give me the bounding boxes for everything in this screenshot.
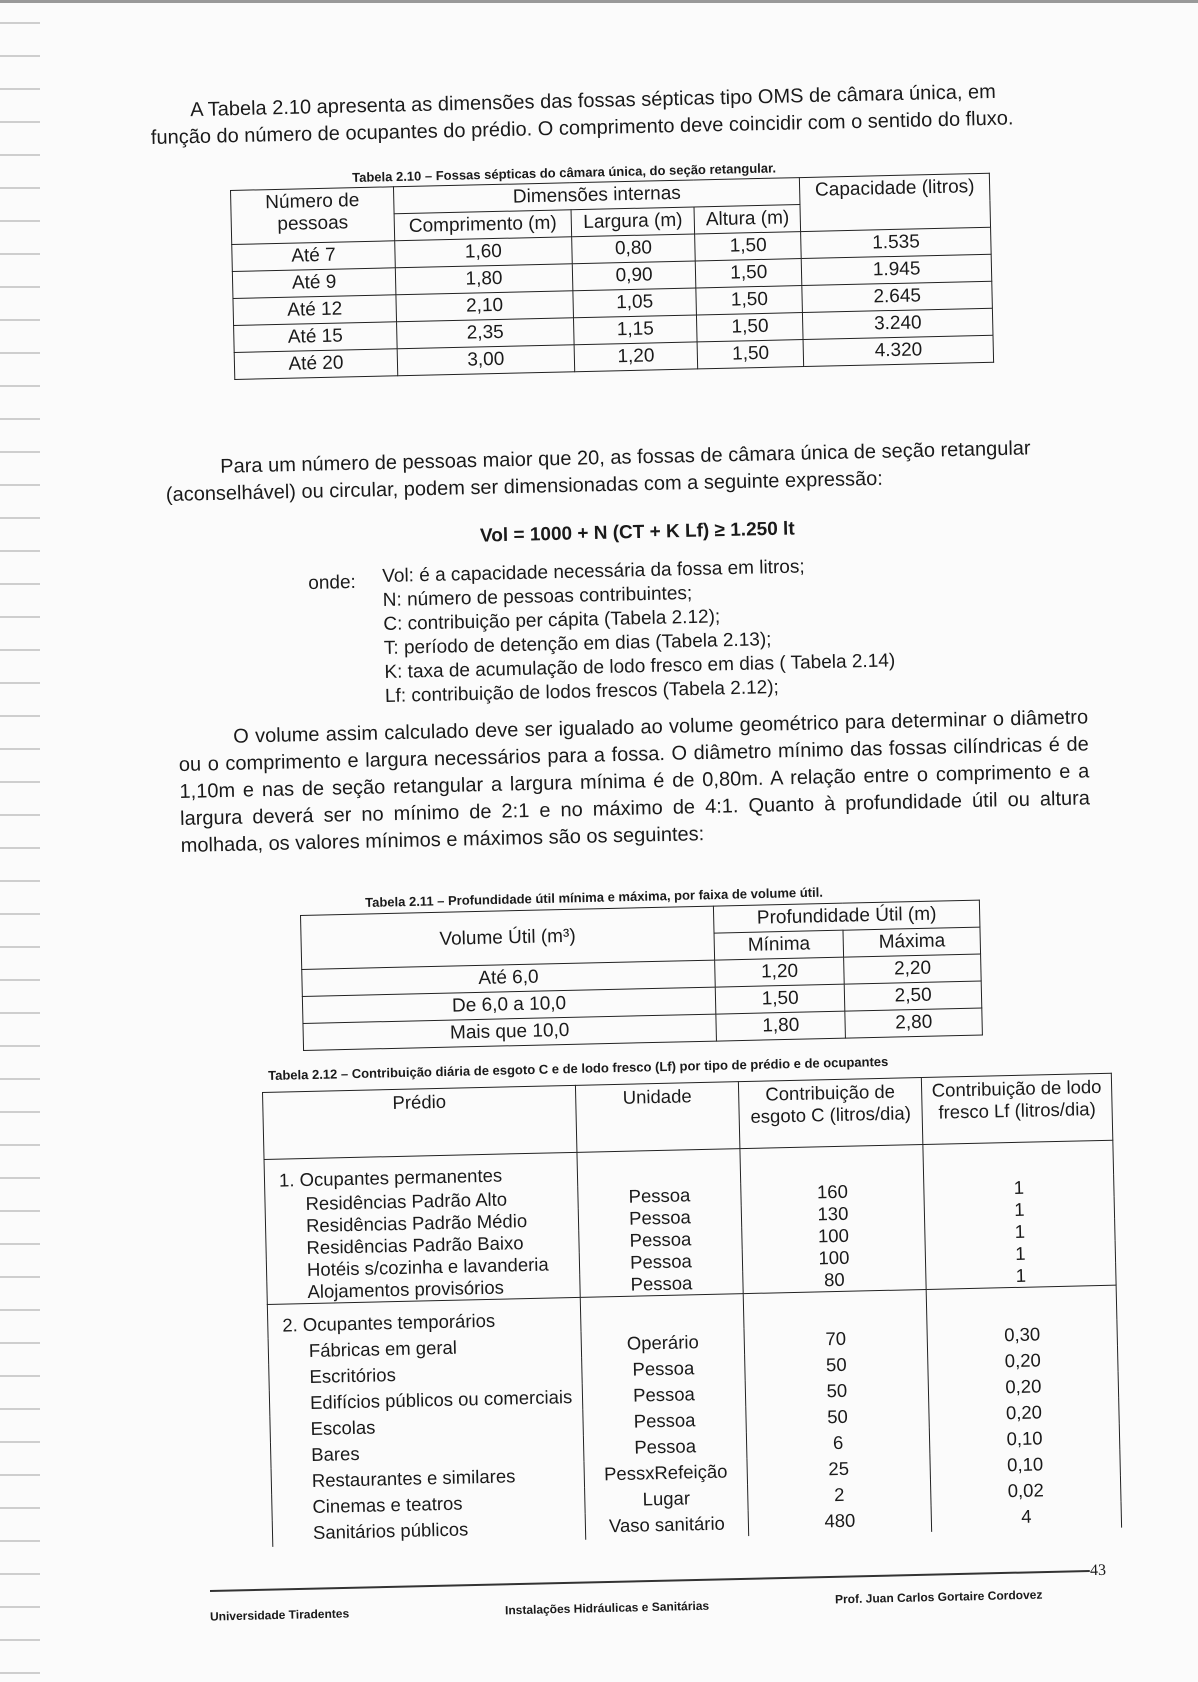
table-cell: 1,80 <box>716 1011 846 1041</box>
empty-cell <box>743 1289 927 1328</box>
table-cell: 1,50 <box>697 340 804 369</box>
table-cell: 2 <box>748 1480 932 1510</box>
header-contrib-esgoto: Contribuição de esgoto C (litros/dia) <box>738 1078 922 1149</box>
header-volume: Volume Útil (m³) <box>301 906 715 969</box>
header-capacidade: Capacidade (litros) <box>800 173 991 231</box>
table-cell: 160 <box>741 1179 924 1205</box>
table-cell: Sanitários públicos <box>272 1514 586 1547</box>
table-cell: 2,50 <box>845 981 982 1011</box>
table-cell: 0,80 <box>571 234 695 264</box>
group-heading: 2. Ocupantes temporários <box>267 1297 581 1339</box>
table-cell: 50 <box>745 1350 929 1380</box>
definition-item: N: número de pessoas contribuintes; <box>382 582 693 611</box>
table-cell: Escolas <box>270 1410 584 1443</box>
empty-cell <box>740 1145 924 1184</box>
table-cell: 1.535 <box>801 227 991 258</box>
table-cell: 1 <box>926 1263 1116 1290</box>
header-profundidade: Profundidade Útil (m) <box>713 900 980 933</box>
table-cell: Fábricas em geral <box>268 1332 582 1365</box>
table-cell: 0,30 <box>927 1320 1118 1350</box>
definition-item: K: taxa de acumulação de lodo fresco em dias ( Tabela 2.14) <box>384 650 896 683</box>
footer-university: Universidade Tiradentes <box>209 1606 350 1624</box>
table-cell: Escritórios <box>269 1358 583 1391</box>
table-cell: 2.645 <box>802 281 992 312</box>
table-cell: 4.320 <box>803 335 993 366</box>
table-cell: Pessoa <box>578 1205 741 1231</box>
table-cell: 1,50 <box>695 232 802 261</box>
table-cell: Residências Padrão Baixo <box>266 1231 579 1260</box>
table-cell: 1,50 <box>697 313 804 342</box>
table-cell: 480 <box>748 1506 932 1536</box>
table-cell: 0,20 <box>929 1398 1120 1428</box>
intro-paragraph: A Tabela 2.10 apresenta as dimensões das fossas sépticas tipo OMS de câmara única, em função do número de ocupantes do prédio. O comprimento deve coincidir com o sentido do fluxo. <box>150 80 1014 149</box>
table-cell: Mais que 10,0 <box>303 1014 717 1050</box>
table-cell: Cinemas e teatros <box>272 1488 586 1521</box>
scan-edge <box>0 0 1198 3</box>
table-cell: 70 <box>744 1324 928 1354</box>
formula: Vol = 1000 + N (CT + K Lf) ≥ 1.250 lt <box>479 518 795 547</box>
table-cell: Pessoa <box>583 1406 747 1436</box>
table-cell: Alojamentos provisórios <box>267 1275 580 1305</box>
table-2-12-caption: Tabela 2.12 – Contribuição diária de esgoto C e de lodo fresco (Lf) por tipo de prédio e de ocupantes <box>268 1053 889 1083</box>
footer-course: Instalações Hidráulicas e Sanitárias <box>504 1598 710 1618</box>
table-cell: Vaso sanitário <box>585 1510 749 1540</box>
header-minima: Mínima <box>714 930 844 960</box>
table-cell: Pessoa <box>580 1271 743 1297</box>
table-cell: 1 <box>925 1241 1115 1267</box>
empty-cell <box>580 1294 744 1332</box>
table-cell: 2,20 <box>844 954 981 984</box>
definition-item: Lf: contribuição de lodos frescos (Tabela 2.12); <box>384 677 780 707</box>
table-cell: 0,10 <box>929 1424 1120 1454</box>
table-cell: 3,00 <box>397 345 574 376</box>
table-2-11-caption: Tabela 2.11 – Profundidade útil mínima e máxima, por faixa de volume útil. <box>365 884 824 910</box>
header-largura: Largura (m) <box>571 207 695 237</box>
table-cell: Restaurantes e similares <box>271 1462 585 1495</box>
table-cell: Até 9 <box>232 268 396 299</box>
table-cell: 1,20 <box>574 342 698 372</box>
empty-cell <box>577 1149 741 1187</box>
table-cell: 1,80 <box>395 264 572 295</box>
table-cell: 1,50 <box>696 286 803 315</box>
header-altura: Altura (m) <box>694 205 801 234</box>
table-2-12 <box>262 1073 1122 1547</box>
table-cell: 0,10 <box>930 1450 1121 1480</box>
table-cell: Pessoa <box>582 1354 746 1384</box>
header-contrib-lodo: Contribuição de lodo fresco Lf (litros/dia) <box>921 1073 1112 1144</box>
table-cell: 1 <box>924 1197 1114 1223</box>
table-cell: Edifícios públicos ou comerciais <box>269 1384 583 1417</box>
table-2-10-caption: Tabela 2.10 – Fossas sépticas do câmara única, do seção retangular. <box>352 160 777 185</box>
table-cell: 0,20 <box>928 1372 1119 1402</box>
footer-author: Prof. Juan Carlos Gortaire Cordovez <box>834 1587 1043 1607</box>
definition-item: C: contribuição per cápita (Tabela 2.12); <box>383 606 721 635</box>
table-cell: 1 <box>924 1175 1114 1201</box>
table-cell: 80 <box>743 1267 926 1294</box>
page-number: 43 <box>1089 1561 1107 1580</box>
table-cell: 130 <box>741 1201 924 1227</box>
header-unidade: Unidade <box>575 1082 739 1153</box>
table-2-11 <box>300 900 983 1051</box>
table-cell: 25 <box>747 1454 931 1484</box>
table-cell: 50 <box>745 1376 929 1406</box>
header-dimensoes: Dimensões internas <box>393 178 800 214</box>
definition-item: Vol: é a capacidade necessária da fossa em litros; <box>382 556 805 587</box>
table-cell: 4 <box>931 1502 1122 1532</box>
table-cell: Hotéis s/cozinha e lavanderia <box>266 1253 579 1282</box>
table-cell: Pessoa <box>579 1227 742 1253</box>
table-cell: 1,15 <box>573 315 697 345</box>
table-cell: 2,80 <box>845 1008 982 1038</box>
table-cell: Até 12 <box>233 295 397 326</box>
table-cell: 0,90 <box>572 261 696 291</box>
header-predio: Prédio <box>263 1085 577 1159</box>
table-cell: Até 20 <box>234 349 398 380</box>
paragraph-3: O volume assim calculado deve ser igualado ao volume geométrico para determinar o diâmetro ou o comprimento e largura necessários para a fossa. O diâmetro mínimo das fossas cilíndricas é de 1,10m e nas de seção retangular a largura mínima é de 0,80m. A relação entre o comprimento e a largura deverá ser no mínimo de 2:1 e no máximo de 4:1. Quanto à profundidade útil ou altura molhada, os valores mínimos e máximos são os seguintes: <box>178 706 1091 857</box>
header-pessoas: Número de pessoas <box>231 187 395 245</box>
table-cell: Lugar <box>585 1484 749 1514</box>
table-cell: 1,20 <box>715 957 845 987</box>
table-cell: 1,60 <box>395 237 572 268</box>
table-cell: Residências Padrão Médio <box>265 1209 578 1238</box>
group-heading: 1. Ocupantes permanentes <box>264 1152 578 1194</box>
empty-cell <box>923 1140 1114 1179</box>
table-cell: Até 7 <box>232 241 396 272</box>
table-cell: Operário <box>581 1328 745 1358</box>
spiral-binding <box>0 0 40 1682</box>
paragraph-2: Para um número de pessoas maior que 20, as fossas de câmara única de seção retangular (aconselhável) ou circular, podem ser dimensionadas com a seguinte expressão: <box>165 437 1031 506</box>
table-cell: 1,50 <box>696 259 803 288</box>
table-cell: 50 <box>746 1402 930 1432</box>
table-cell: 1,50 <box>715 984 845 1014</box>
table-cell: Bares <box>270 1436 584 1469</box>
onde-label: onde: <box>308 571 357 594</box>
table-cell: Até 15 <box>234 322 398 353</box>
table-cell: 1,05 <box>573 288 697 318</box>
footer-rule <box>210 1570 1090 1591</box>
table-2-10 <box>230 173 994 380</box>
table-cell: Até 6,0 <box>302 960 716 996</box>
table-cell: 2,35 <box>397 318 574 349</box>
table-cell: 1.945 <box>801 254 991 285</box>
definition-item: T: período de detenção em dias (Tabela 2.13); <box>383 629 772 659</box>
table-cell: 3.240 <box>803 308 993 339</box>
table-cell: 0,02 <box>930 1476 1121 1506</box>
table-cell: 0,20 <box>928 1346 1119 1376</box>
table-cell: Pessoa <box>583 1432 747 1462</box>
header-maxima: Máxima <box>843 927 980 957</box>
table-cell: 6 <box>746 1428 930 1458</box>
table-cell: Pessoa <box>582 1380 746 1410</box>
table-cell: 100 <box>742 1223 925 1249</box>
table-cell: 100 <box>742 1245 925 1271</box>
table-cell: 1 <box>925 1219 1115 1245</box>
definitions-list <box>382 553 896 709</box>
table-cell: Pessoa <box>579 1249 742 1275</box>
table-cell: Residências Padrão Alto <box>265 1187 578 1216</box>
header-comprimento: Comprimento (m) <box>394 210 571 241</box>
table-cell: De 6,0 a 10,0 <box>302 987 716 1023</box>
table-cell: PessxRefeição <box>584 1458 748 1488</box>
table-cell: Pessoa <box>578 1183 741 1209</box>
empty-cell <box>926 1285 1117 1324</box>
table-cell: 2,10 <box>396 291 573 322</box>
